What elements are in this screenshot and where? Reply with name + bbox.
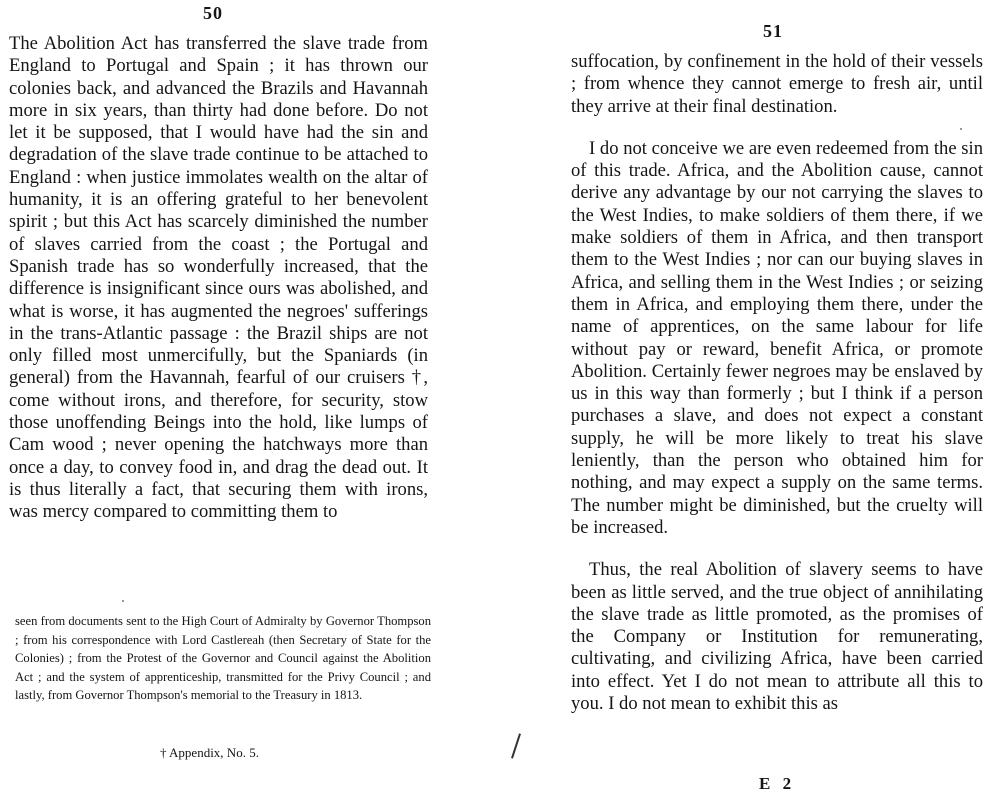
left-paragraph: The Abolition Act has transferred the slave trade from England to Portugal and Spain ; it has thrown our colonies back, and advanced the Brazils and Havannah more in six years, than thirty had done before. Do not let it be supposed, that I would have had the sin and degradation of the slave trade continue to be attached to England : when justice immolates wealth on the altar of humanity, it is an offering grateful to her benevolent spirit ; but this Act has scarcely diminished the number of slaves carried from the coast ; the Portugal and Spanish trade has so wonderfully increased, that the difference is insignificant since ours was abolished, and what is worse, it has augmented the negroes' sufferings in the trans-Atlantic passage : the Brazil ships are not only filled most unmercifully, but the Spaniards (in general) from the Havannah, fearful of our cruisers †, come without irons, and therefore, for security, stow those unoffending Beings into the hold, like lumps of Cam wood ; never opening the hatchways more than once a day, to convey food in, and drag the dead out. It is thus literally a fact, that securing them with irons, was mercy compared to committing them to [9,33,428,523]
page-number-right: 51 [763,21,783,41]
right-paragraph-abolition: Thus, the real Abolition of slavery seems to have been as little served, and the true object of annihilating the slave trade as little promoted, as the promises of the Company or Institution for remunerating, cultivating, and civilizing Africa, have been carried into effect. Yet I do not mean to attribute all this to you. I do not mean to exhibit this as [571,559,983,715]
right-paragraph-redemption: I do not conceive we are even redeemed from the sin of this trade. Africa, and the Abolition cause, cannot derive any advantage by our not carrying the slaves to the West Indies, to make soldiers of them there, if we make soldiers of them in Africa, and then transport them to the West Indies ; nor can our buying slaves in Africa, and selling them in the West Indies ; or seizing them in Africa, and employing them there, under the name of apprentices, on the same labour for life without pay or reward, benefit Africa, or promote Abolition. Certainly fewer negroes may be enslaved by us in this way than formerly ; but I think if a person purchases a slave, and does not expect a constant supply, he will be more likely to treat his slave leniently, than the person who obtained him for nothing, and may expect a supply on the same terms. The number might be diminished, but the cruelty will be increased. [571,137,983,538]
footnote-appendix: † Appendix, No. 5. [160,745,259,760]
left-page-body [9,33,428,524]
right-page [540,0,1000,800]
stray-pen-mark [511,733,521,758]
page-number-left: 50 [203,3,223,23]
footnote-documents: seen from documents sent to the High Court of Admiralty by Governor Thompson ; from his correspondence with Lord Castlereah (then Secretary of State for the Colonies) ; from the Protest of the Governor and Council against the Abolition Act ; and the system of apprenticeship, transmitted for the Privy Council ; and lastly, from Governor Thompson's memorial to the Treasury in 1813. [15,614,431,702]
right-paragraph-continuation: suffocation, by confinement in the hold of their vessels ; from whence they cannot emerge to fresh air, until they arrive at their final destination. [571,51,983,117]
signature-mark: E 2 [759,774,796,793]
right-page-body [571,51,983,715]
left-page [0,0,450,800]
paper-speck [122,600,124,602]
